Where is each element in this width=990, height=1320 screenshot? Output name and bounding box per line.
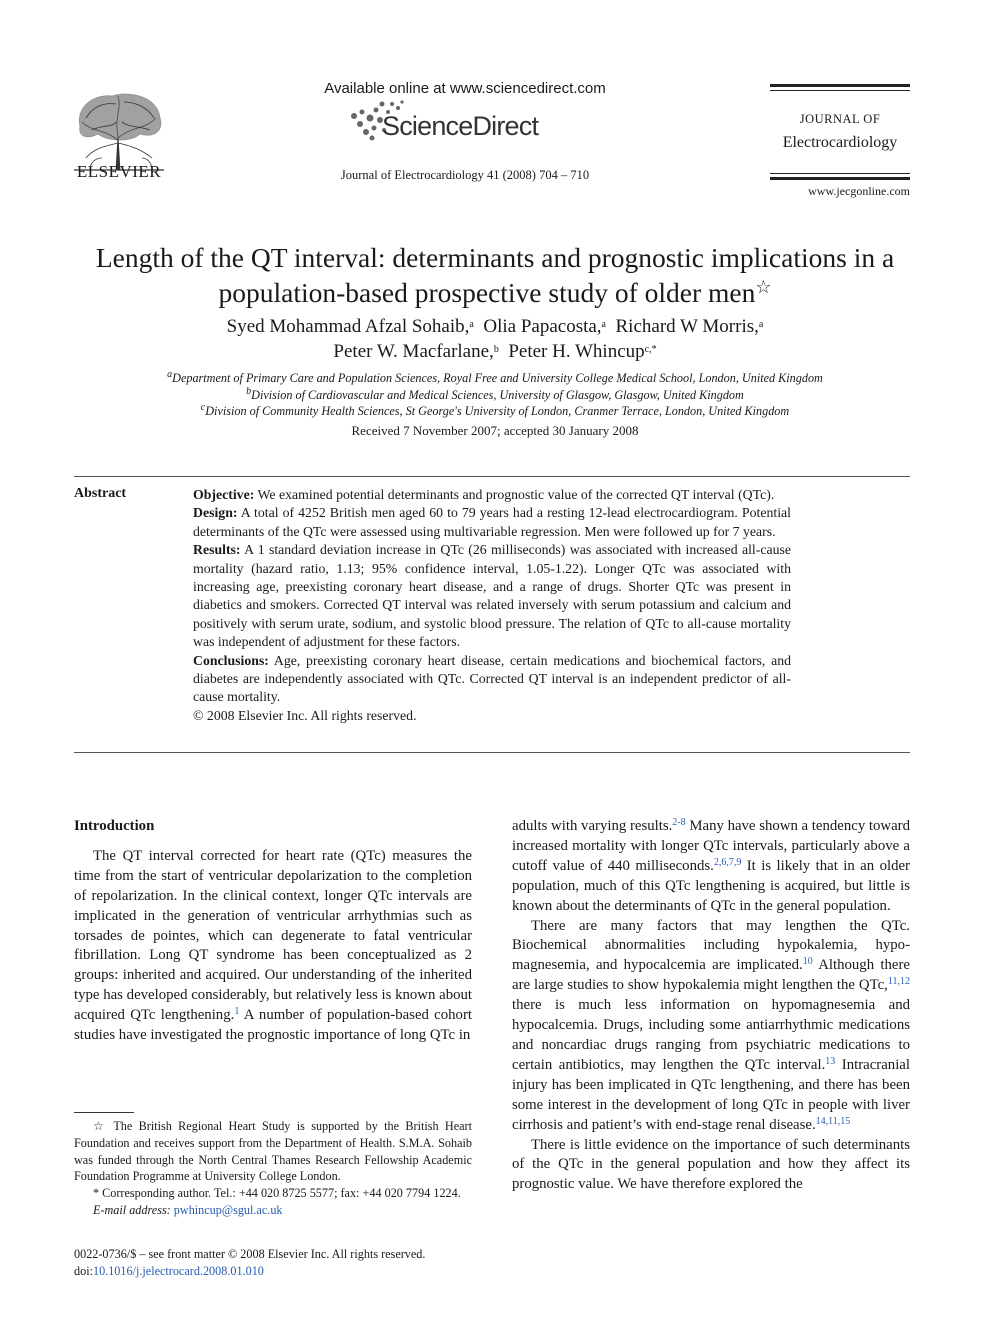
journal-name-line1: JOURNAL OF	[799, 112, 881, 126]
footnotes	[74, 1118, 472, 1219]
paragraph: There is little evidence on the importance of such determinants of the QTc in the general population and how they affect its prognostic value. We have therefore explored the	[512, 1136, 910, 1193]
author-name[interactable]: Richard W Morris,	[615, 316, 759, 337]
journal-rule-top-thin	[770, 90, 910, 91]
abstract-top-rule	[74, 476, 910, 477]
journal-rule-top	[770, 84, 910, 87]
author-list	[80, 314, 910, 364]
affiliation: $^b$Division of Cardiovascular and Medical Sciences, University of Glasgow, Glasgow, United Kingdom	[246, 385, 744, 402]
journal-url[interactable]: www.jecgonline.com	[808, 184, 910, 198]
body-left-column	[74, 817, 472, 1046]
author-name[interactable]: Syed Mohammad Afzal Sohaib,	[226, 316, 470, 337]
footnote-star: ☆	[93, 1119, 108, 1133]
paragraph: The QT interval corrected for heart rate (QTc) measures the time from the start of ventricular depolarization to the completion of repolarization. In the clinical context, longer QTc intervals are implicated in the generation of ventricular arrhythmias such as torsades de pointes, which can degenerate to fatal ventricular fibrillation. Long QT syndrome has been conceptualized as 2 groups: inherited and acquired. Our understanding of the inherited type has developed considerably, but relatively less is known about acquired QTc lengthening.$^1$ A number of population-based cohort studies have investigated the prognostic importance of long QTc in	[74, 847, 472, 1044]
abstract-design: Design: A total of 4252 British men aged 60 to 79 years had a resting 12-lead electrocardiogram. Potential determinants of the QTc were assessed using multivariable regression. Men were followed up for 7 years.	[193, 505, 791, 539]
doi-link[interactable]: 10.1016/j.jelectrocard.2008.01.010	[92, 1264, 264, 1278]
abstract-bottom-rule	[74, 752, 910, 753]
front-matter-info	[74, 1246, 472, 1280]
body-right-column	[512, 817, 910, 1195]
paragraph: There are many factors that may lengthen the QTc. Biochemical abnormalities including hypokalemia, hypomagnesemia, and hypocalcemia are implicated.$^{10}$ Although there are large studies to show hypokalemia might lengthen the QTc,$^{11,12}$ there is much less information on hypomagnesemia and hypocalcemia. Drugs, including some antiarrhythmic medications and noncardiac drugs ranging from psychiatric medications to certain antibiotics, may lengthen the QTc interval.$^{13}$ Intracranial injury has been implicated in QTc lengthening, and there has been some interest in the development of long QTc in people with liver cirrhosis and patient’s with end-stage renal disease.$^{14,11,15}$	[512, 917, 910, 1133]
abstract-body	[193, 486, 791, 725]
available-online: Available online at www.sciencedirect.com	[324, 80, 606, 97]
title-star-footnote[interactable]: ☆	[755, 277, 772, 297]
author-line1: Syed Mohammad Afzal Sohaib,$^a$ Olia Papacosta,$^a$ Richard W Morris,$^a$	[226, 316, 764, 337]
abstract-copyright: © 2008 Elsevier Inc. All rights reserved.	[193, 707, 417, 723]
email-link[interactable]: pwhincup@sgul.ac.uk	[173, 1202, 283, 1217]
abstract-results: Results: A 1 standard deviation increase in QTc (26 milliseconds) was associated with increased all-cause mortality (hazard ratio, 1.13; 95% confidence interval, 1.05-1.22). Longer QTc was associated with increasing age, preexisting coronary heart disease, and a range of drugs. Shorter QTc was present in diabetics and smokers. Corrected QT interval was related inversely with serum potassium and calcium and positively with serum urate, sodium, and systolic blood pressure. The relation of QTc to all-cause mortality was independent of adjustment for these factors.	[193, 542, 791, 650]
author-line2: Peter W. Macfarlane,$^b$ Peter H. Whincup$^{c,*}$	[333, 341, 657, 362]
article-title	[60, 240, 930, 310]
footnote-rule	[74, 1112, 134, 1113]
doi-line: doi:10.1016/j.jelectrocard.2008.01.010	[74, 1264, 264, 1278]
citation-ref[interactable]: 10	[802, 956, 813, 968]
footnote-corresponding: * Corresponding author. Tel.: +44 020 8725 5577; fax: +44 020 7794 1224.	[93, 1186, 461, 1201]
journal-name-line2: Electrocardiology	[782, 134, 898, 151]
citation-ref[interactable]: 14,11,15	[815, 1115, 851, 1127]
journal-rule-bottom	[770, 177, 910, 180]
abstract-objective: Objective: We examined potential determinants and prognostic value of the corrected QT interval (QTc).	[193, 487, 775, 502]
abstract-conclusions: Conclusions: Age, preexisting coronary heart disease, certain medications and biochemical factors, and diabetes are independently associated with QTc. Corrected QT interval is an independent predictor of all-cause mortality.	[193, 652, 791, 705]
journal-citation: Journal of Electrocardiology 41 (2008) 704 – 710	[340, 168, 590, 182]
journal-rule-bottom-thin	[770, 173, 910, 174]
author-name[interactable]: Olia Papacosta,	[483, 316, 602, 337]
footnote-email: E-mail address: pwhincup@sgul.ac.uk	[93, 1202, 283, 1217]
sciencedirect-wordmark: ScienceDirect	[382, 111, 539, 141]
affiliations	[70, 370, 920, 420]
received-dates: Received 7 November 2007; accepted 30 January 2008	[351, 423, 639, 438]
citation-ref[interactable]: 11,12	[887, 976, 910, 988]
abstract-label: Abstract	[74, 486, 127, 501]
author-name[interactable]: Peter H. Whincup	[508, 341, 645, 362]
publisher-name: ELSEVIER	[76, 162, 162, 181]
citation-ref[interactable]: 2-8	[672, 817, 686, 828]
title-line1: Length of the QT interval: determinants and prognostic implications in a	[95, 242, 895, 273]
footnote-funding: ☆ The British Regional Heart Study is supported by the British Heart Foundation and receives support from the Department of Health. S.M.A. Sohaib was funded through the North Central Thames Research Fellowship Academic Foundation Programme at University College London.	[74, 1119, 472, 1184]
author-name[interactable]: Peter W. Macfarlane,	[333, 341, 494, 362]
affiliation: $^a$Department of Primary Care and Population Sciences, Royal Free and University College Medical School, London, United Kingdom	[167, 369, 823, 385]
citation-ref[interactable]: 2,6,7,9	[713, 856, 742, 868]
citation-ref[interactable]: 1	[234, 1006, 240, 1018]
issn-line: 0022-0736/$ – see front matter © 2008 Elsevier Inc. All rights reserved.	[74, 1247, 426, 1261]
paragraph: adults with varying results.$^{2-8}$ Many have shown a tendency toward increased mortality with longer QTc intervals, particularly above a cutoff value of 440 milliseconds.$^{2,6,7,9}$ It is likely that in an older population, much of this QTc lengthening is acquired, but little is known about the determinants of QTc in the general population.	[512, 817, 911, 914]
citation-ref[interactable]: 13	[825, 1055, 836, 1067]
title-line2: population-based prospective study of older men☆	[218, 277, 772, 308]
affiliation: $^c$Division of Community Health Sciences, St George's University of London, Cranmer Terrace, London, United Kingdom	[200, 402, 790, 418]
section-heading-introduction: Introduction	[74, 818, 155, 834]
